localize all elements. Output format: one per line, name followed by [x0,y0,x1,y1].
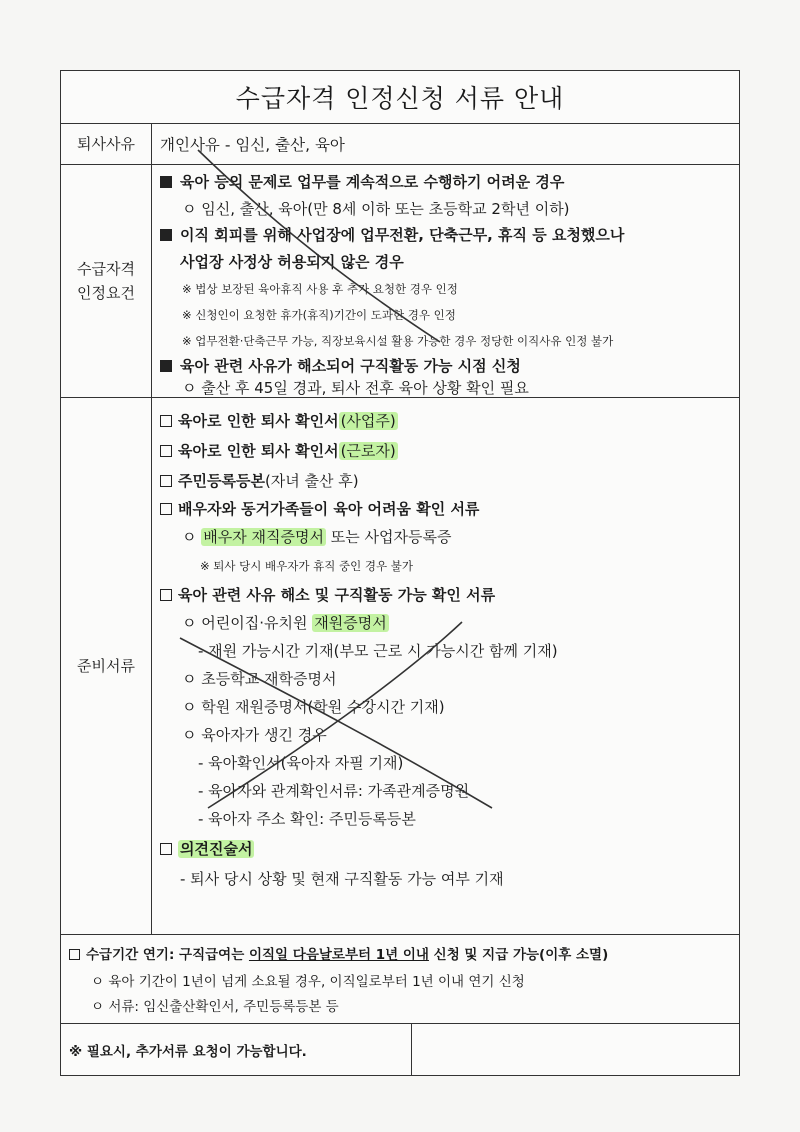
checkbox-icon [160,503,172,515]
document-subitem: ㅇ 배우자 재직증명서 또는 사업자등록증 [182,528,452,546]
document-subitem: ㅇ 학원 재원증명서(학원 수강시간 기재) [182,698,445,716]
requirements-label [61,165,152,397]
document-item: 주민등록등본(자녀 출산 후) [160,470,359,491]
note-row [61,1024,739,1075]
reason-value: 개인사유 - 임신, 출산, 육아 [160,136,345,154]
checkbox-icon [160,415,172,427]
requirement-item: 육아 관련 사유가 해소되어 구직활동 가능 시점 신청 [160,355,521,376]
requirements-label-line2: 인정요건 [77,284,135,302]
square-bullet-icon [160,176,172,188]
requirements-label-line1: 수급자격 [77,260,135,278]
note-empty-cell [412,1024,739,1075]
extension-line: 수급기간 연기: 구직급여는 이직일 다음날로부터 1년 이내 신청 및 지급 가능(이후 소멸) [69,943,608,963]
requirement-item: 육아 등의 문제로 업무를 계속적으로 수행하기 어려운 경우 [160,171,564,192]
document-item: 육아로 인한 퇴사 확인서 (근로자) [160,440,398,461]
checkbox-icon [160,445,172,457]
document-subitem: ㅇ 어린이집·유치원 재원증명서 [182,614,387,632]
requirement-note: ※ 신청인이 요청한 휴가(휴직)기간이 도과한 경우 인정 [182,308,456,322]
document-subitem: - 육아자 주소 확인: 주민등록등본 [198,810,416,828]
requirement-note: ※ 법상 보장된 육아휴직 사용 후 추가 요청한 경우 인정 [182,282,458,296]
checkbox-icon [160,589,172,601]
extension-line: ㅇ 육아 기간이 1년이 넘게 소요될 경우, 이직일로부터 1년 이내 연기 신청 [91,974,525,990]
document-note: ※ 퇴사 당시 배우자가 휴직 중인 경우 불가 [200,559,413,573]
requirement-item: 이직 회피를 위해 사업장에 업무전환, 단축근무, 휴직 등 요청했으나 [160,224,624,245]
extension-section [61,935,739,1024]
requirement-item: ㅇ 임신, 출산, 육아(만 8세 이하 또는 초등학교 2학년 이하) [182,200,570,218]
extension-line: ㅇ 서류: 임신출산확인서, 주민등록등본 등 [91,999,339,1015]
guide-sheet [60,70,740,1076]
document-item: 의견진술서 [160,838,254,859]
documents-content [152,398,739,934]
document-subitem: ㅇ 초등학교 재학증명서 [182,670,337,688]
document-subitem: - 육아확인서(육아자 자필 기재) [198,754,404,772]
checkbox-icon [69,949,80,960]
requirement-item: ㅇ 출산 후 45일 경과, 퇴사 전후 육아 상황 확인 필요 [182,379,529,397]
documents-row [61,398,739,935]
document-item: 육아 관련 사유 해소 및 구직활동 가능 확인 서류 [160,584,495,605]
checkbox-icon [160,475,172,487]
document-subitem: ㅇ 육아자가 생긴 경우 [182,726,327,744]
requirement-note: ※ 업무전환·단축근무 가능, 직장보육시설 활용 가능한 경우 정당한 이직사유 인정 불가 [182,334,614,348]
document-subitem: - 육아자와 관계확인서류: 가족관계증명원 [198,782,470,800]
requirement-item: 사업장 사정상 허용되지 않은 경우 [180,253,404,271]
square-bullet-icon [160,229,172,241]
document-item: 육아로 인한 퇴사 확인서 (사업주) [160,410,398,431]
reason-row [61,124,739,165]
additional-docs-note: ※ 필요시, 추가서류 요청이 가능합니다. [61,1024,412,1075]
requirements-row [61,165,739,398]
document-item: 배우자와 동거가족들이 육아 어려움 확인 서류 [160,498,479,519]
square-bullet-icon [160,360,172,372]
documents-label: 준비서류 [61,398,152,934]
page-title: 수급자격 인정신청 서류 안내 [61,71,739,124]
reason-label: 퇴사사유 [61,124,152,164]
requirements-content [152,165,739,397]
document-subitem: - 재원 가능시간 기재(부모 근로 시 가능시간 함께 기재) [198,642,558,660]
document-subitem: - 퇴사 당시 상황 및 현재 구직활동 가능 여부 기재 [180,870,504,888]
checkbox-icon [160,843,172,855]
